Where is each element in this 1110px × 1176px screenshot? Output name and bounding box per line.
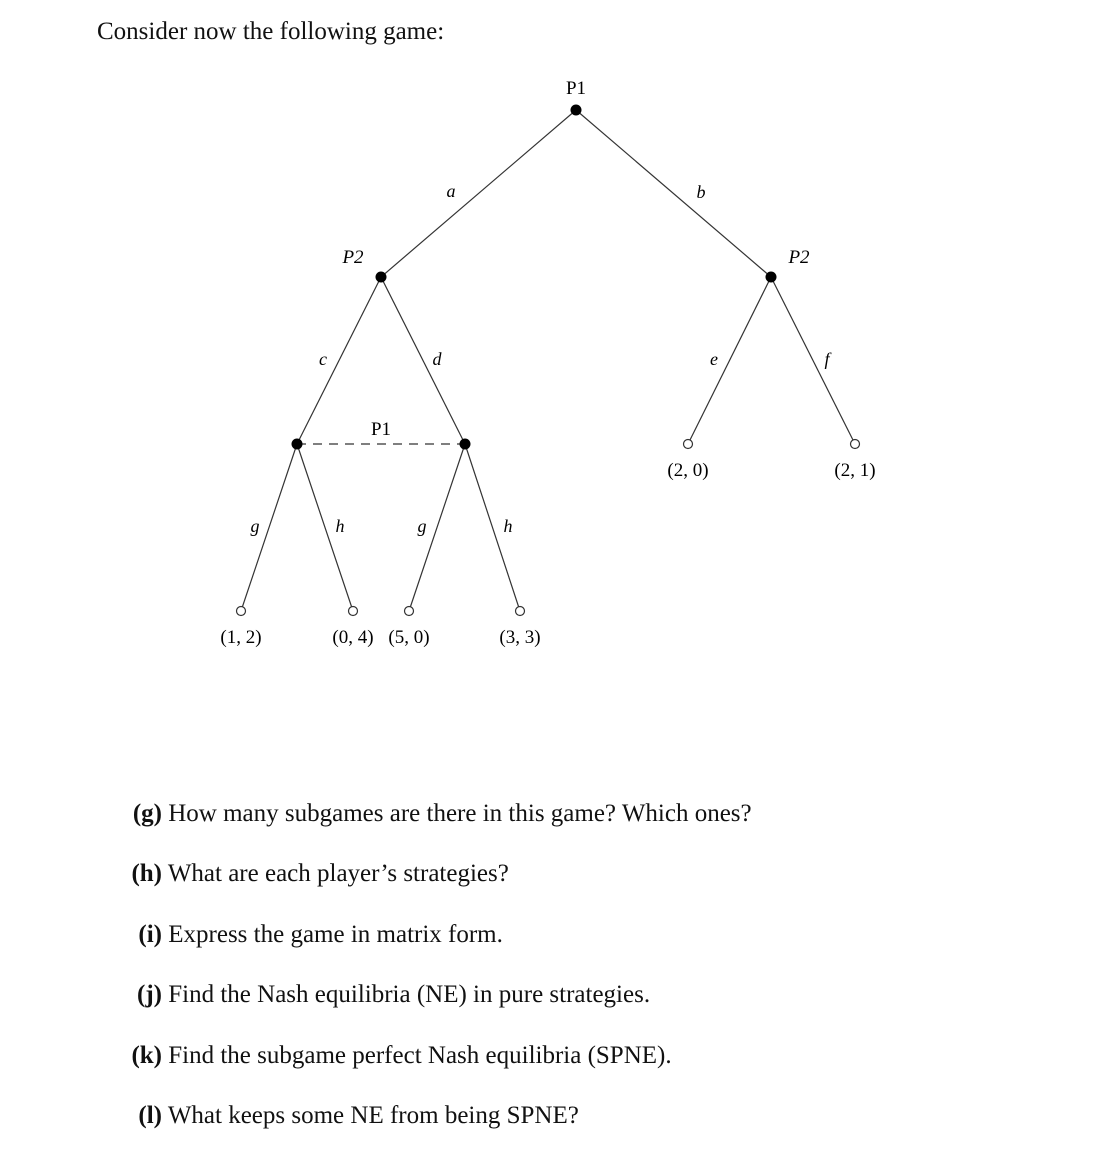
label-action-c: c <box>319 349 327 369</box>
terminal-dg <box>405 607 414 616</box>
payoff-ch: (0, 4) <box>332 627 374 648</box>
node-p2-left <box>376 272 387 283</box>
label-action-h-right: h <box>503 516 513 536</box>
question-label: (g) <box>132 800 162 827</box>
edge-a <box>381 110 576 277</box>
edge-cg <box>241 444 297 611</box>
question-text: What keeps some NE from being SPNE? <box>167 1101 579 1129</box>
label-player-root: P1 <box>565 78 587 99</box>
label-action-a: a <box>446 181 456 201</box>
question-label: (j) <box>137 981 162 1009</box>
question-item <box>110 1098 752 1158</box>
label-action-h-left: h <box>335 516 345 536</box>
question-item <box>110 977 752 1037</box>
label-action-b: b <box>696 182 706 202</box>
terminal-ch <box>349 607 358 616</box>
question-item <box>110 796 752 856</box>
edge-d <box>381 277 465 444</box>
label-player-p2-left: P2 <box>342 247 364 268</box>
terminal-dh <box>516 607 525 616</box>
question-text: Find the subgame perfect Nash equilibria (SPNE). <box>168 1041 672 1069</box>
question-text: Find the Nash equilibria (NE) in pure strategies. <box>168 981 651 1009</box>
question-label: (i) <box>138 920 162 948</box>
edge-e <box>688 277 771 444</box>
question-item <box>110 856 752 916</box>
edge-ch <box>297 444 353 611</box>
payoff-dg: (5, 0) <box>388 627 430 648</box>
node-p1-c <box>292 439 303 450</box>
node-p2-right <box>766 272 777 283</box>
payoff-cg: (1, 2) <box>220 627 262 648</box>
question-list <box>110 796 752 1158</box>
question-item <box>110 917 752 977</box>
question-item <box>110 1038 752 1098</box>
label-action-f: f <box>824 349 830 369</box>
label-info-set-player: P1 <box>370 419 392 440</box>
label-action-g-left: g <box>250 516 260 536</box>
terminal-e <box>684 440 693 449</box>
label-action-g-right: g <box>417 516 427 536</box>
node-root <box>571 105 582 116</box>
intro-text: Consider now the following game: <box>97 18 445 45</box>
terminal-f <box>851 440 860 449</box>
label-player-p2-right: P2 <box>788 247 810 268</box>
question-label: (h) <box>131 860 162 888</box>
edge-c <box>297 277 381 444</box>
payoff-dh: (3, 3) <box>499 627 541 648</box>
question-text: What are each player’s strategies? <box>167 860 509 888</box>
question-label: (l) <box>138 1101 162 1129</box>
edge-b <box>576 110 771 277</box>
label-action-e: e <box>710 349 718 369</box>
label-action-d: d <box>432 349 442 369</box>
node-p1-d <box>460 439 471 450</box>
question-text: Express the game in matrix form. <box>168 920 503 948</box>
payoff-e: (2, 0) <box>667 460 709 481</box>
question-text: How many subgames are there in this game? Which ones? <box>168 800 752 827</box>
edge-f <box>771 277 855 444</box>
question-label: (k) <box>131 1041 162 1069</box>
terminal-cg <box>237 607 246 616</box>
payoff-f: (2, 1) <box>834 460 876 481</box>
